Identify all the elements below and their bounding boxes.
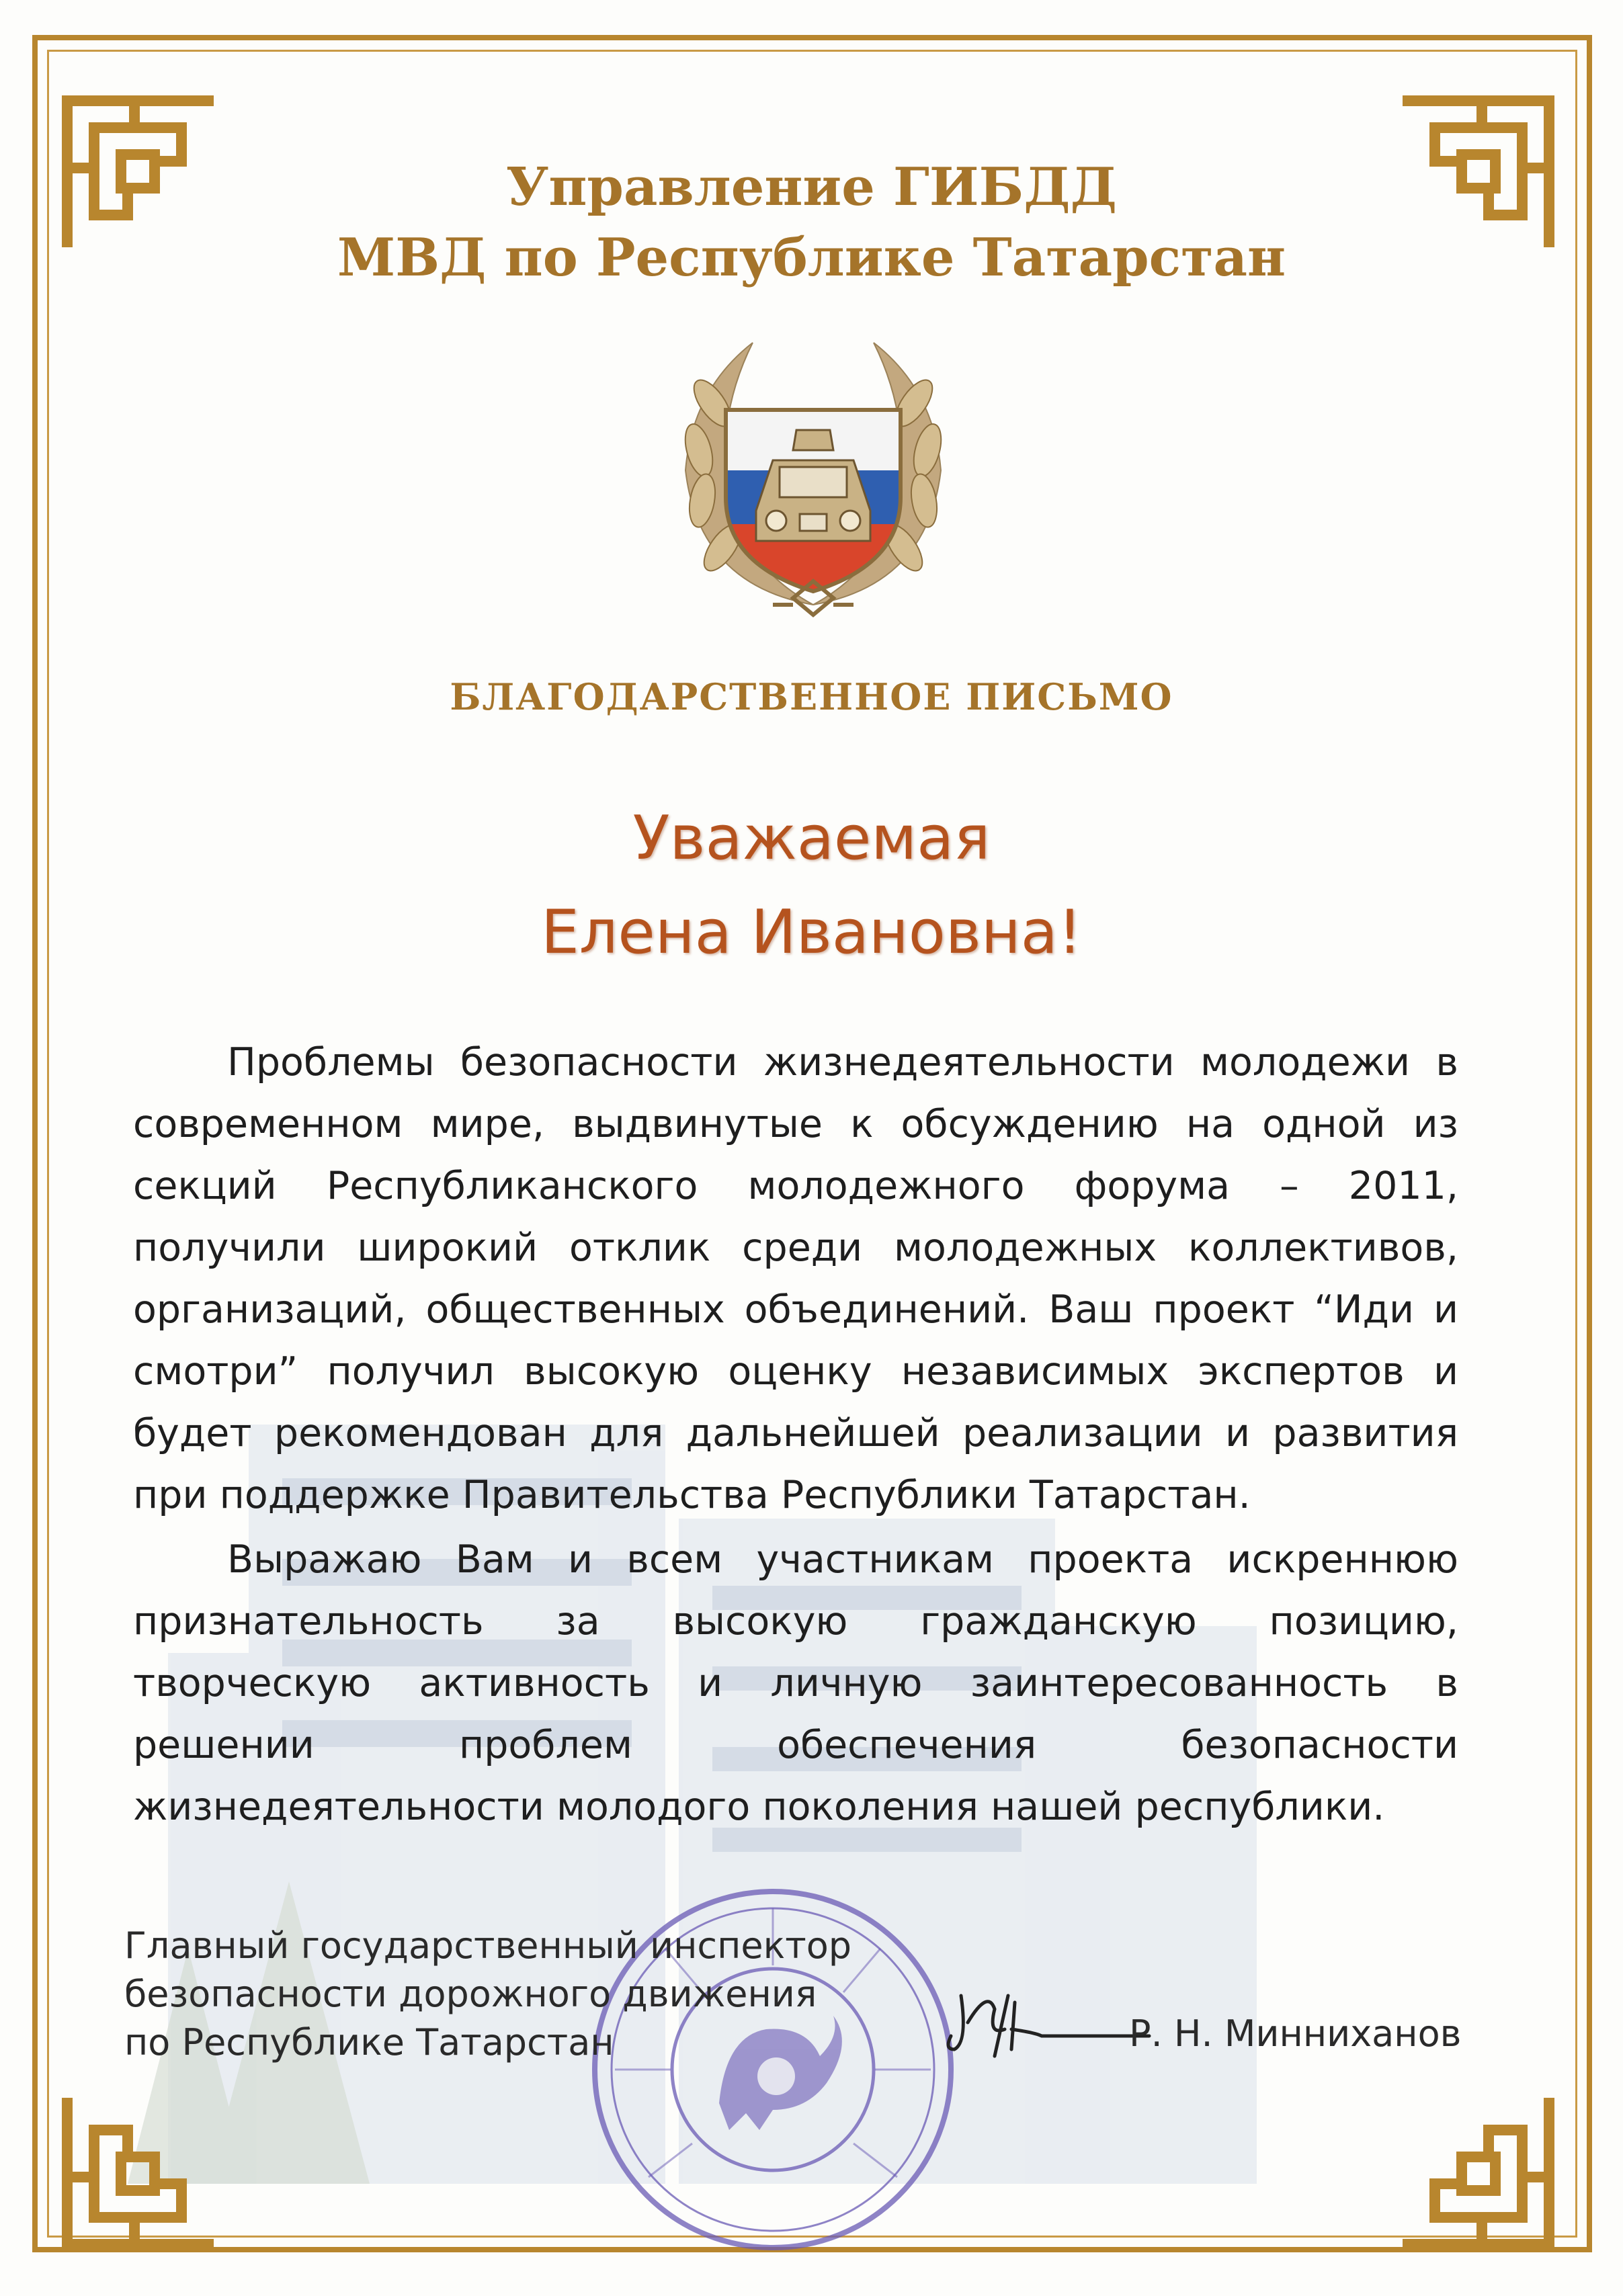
organization-subname: МВД по Республике Татарстан bbox=[337, 227, 1286, 288]
body-paragraph: Выражаю Вам и всем участникам проекта искреннюю признательность за высокую гражданскую позицию, творческую активность и личную заинтересованность в решении проблем обеспечения безопасности жизнедеятельности молодого поколения нашей республики. bbox=[133, 1537, 1458, 1829]
signer-position-line: безопасности дорожного движения bbox=[124, 1973, 817, 2015]
corner-ornament-icon bbox=[1395, 2090, 1563, 2258]
body-paragraph: Проблемы безопасности жизнедеятельности молодежи в современном мире, выдвинутые к обсуждению на одной из секций Республиканского молодежного форума – 2011, получили широкий отклик среди молодежных коллективов, организаций, общественных объединений. Ваш проект “Иди и смотри” получил высокую оценку независимых экспертов и будет рекомендован для дальнейшей реализации и развития при поддержке Правительства Республики Татарстан. bbox=[133, 1040, 1458, 1517]
signer-position-line: по Республике Татарстан bbox=[124, 2021, 614, 2064]
greeting-name: Елена Ивановна! bbox=[541, 897, 1082, 968]
greeting-salutation: Уважаемая bbox=[632, 803, 991, 874]
handwritten-signature-icon bbox=[941, 1982, 1156, 2063]
signer-name: Р. Н. Минниханов bbox=[1129, 2012, 1462, 2055]
document-title: БЛАГОДАРСТВЕННОЕ ПИСЬМО bbox=[450, 675, 1173, 718]
signer-position bbox=[124, 1922, 851, 2067]
gibdd-emblem-icon bbox=[638, 316, 988, 638]
signer-position-line: Главный государственный инспектор bbox=[124, 1924, 852, 1967]
organization-name: Управление ГИБДД bbox=[506, 157, 1117, 218]
corner-ornament-icon bbox=[54, 2090, 222, 2258]
